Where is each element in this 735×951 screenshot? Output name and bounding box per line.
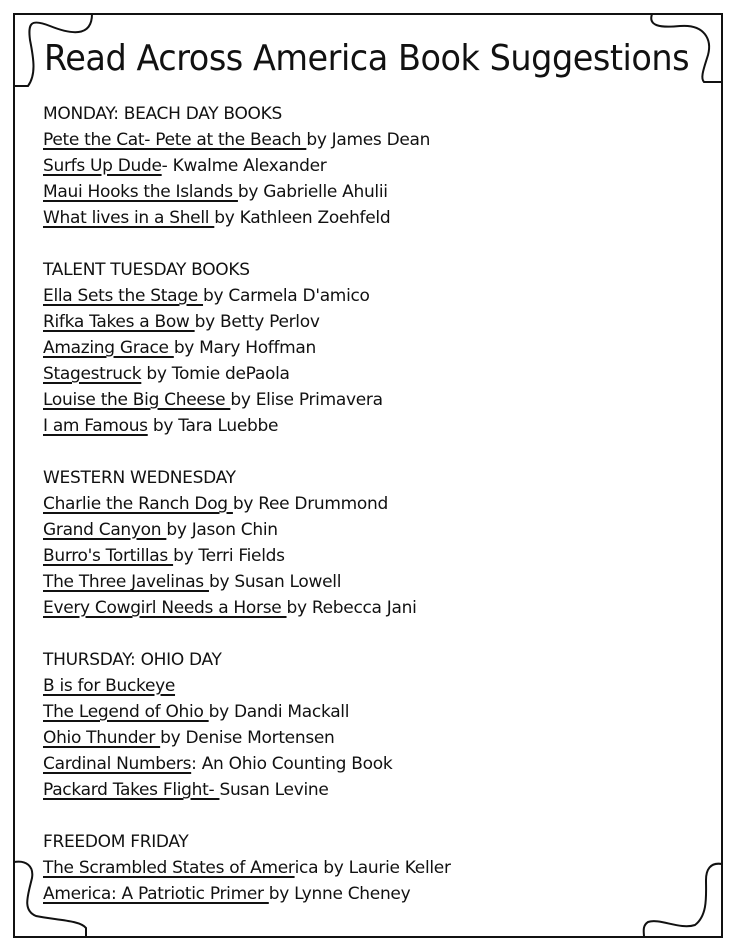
list-item: [43, 777, 683, 803]
book-author: by Kathleen Zoehfeld: [214, 208, 391, 228]
section-heading: MONDAY: BEACH DAY BOOKS: [43, 104, 282, 124]
section-heading: WESTERN WEDNESDAY: [43, 468, 236, 488]
list-item: [43, 491, 683, 517]
book-author: by Rebecca Jani: [286, 598, 417, 618]
list-item: [43, 595, 683, 621]
book-author: : An Ohio Counting Book: [191, 754, 393, 774]
list-item: [43, 283, 683, 309]
list-item: [43, 361, 683, 387]
book-title: Rifka Takes a Bow: [43, 312, 195, 332]
list-item: [43, 387, 683, 413]
page-title: Read Across America Book Suggestions: [44, 38, 690, 79]
book-author: by Mary Hoffman: [173, 338, 317, 358]
book-author: Susan Levine: [219, 780, 329, 800]
book-list: [43, 101, 683, 933]
book-title: I am Famous: [43, 416, 148, 436]
book-author: by Dandi Mackall: [208, 702, 350, 722]
book-title: Stagestruck: [43, 364, 142, 384]
book-author: by James Dean: [306, 130, 431, 150]
section-heading: FREEDOM FRIDAY: [43, 832, 189, 852]
list-item: [43, 335, 683, 361]
book-title: Every Cowgirl Needs a Horse: [43, 598, 287, 618]
list-item: [43, 855, 683, 881]
list-item: [43, 673, 683, 699]
list-item: [43, 881, 683, 907]
book-title: Grand Canyon: [43, 520, 167, 540]
list-item: [43, 153, 683, 179]
book-title: What lives in a Shell: [43, 208, 215, 228]
book-author: by Jason Chin: [166, 520, 278, 540]
book-author: by Terri Fields: [173, 546, 285, 566]
book-title: Ella Sets the Stage: [43, 286, 204, 306]
book-title: Packard Takes Flight-: [43, 780, 220, 800]
book-author: - Kwalme Alexander: [161, 156, 327, 176]
list-item: [43, 517, 683, 543]
list-item: [43, 569, 683, 595]
book-title: Burro's Tortillas: [43, 546, 174, 566]
book-title: Ohio Thunder: [43, 728, 161, 748]
list-item: [43, 751, 683, 777]
book-title: The Three Javelinas: [43, 572, 209, 592]
book-author: by Susan Lowell: [208, 572, 342, 592]
list-item: [43, 205, 683, 231]
list-item: [43, 725, 683, 751]
book-title: Charlie the Ranch Dog: [43, 494, 233, 514]
list-item: [43, 543, 683, 569]
section-friday: [43, 829, 683, 907]
book-author: ica by Laurie Keller: [294, 858, 451, 878]
book-title: Louise the Big Cheese: [43, 390, 231, 410]
list-item: [43, 127, 683, 153]
section-thursday: [43, 647, 683, 803]
book-title: Amazing Grace: [43, 338, 174, 358]
book-title: America: A Patriotic Primer: [43, 884, 269, 904]
book-title: B is for Buckeye: [43, 676, 176, 696]
section-wednesday: [43, 465, 683, 621]
list-item: [43, 309, 683, 335]
book-author: by Ree Drummond: [232, 494, 388, 514]
section-heading: TALENT TUESDAY BOOKS: [43, 260, 250, 280]
book-author: by Elise Primavera: [230, 390, 383, 410]
book-author: by Lynne Cheney: [268, 884, 411, 904]
book-author: by Betty Perlov: [194, 312, 320, 332]
list-item: [43, 413, 683, 439]
book-author: by Tara Luebbe: [147, 416, 279, 436]
book-title: Surfs Up Dude: [43, 156, 162, 176]
book-author: by Tomie dePaola: [141, 364, 290, 384]
list-item: [43, 179, 683, 205]
book-title: Pete the Cat- Pete at the Beach: [43, 130, 307, 150]
book-author: by Denise Mortensen: [160, 728, 335, 748]
book-title: The Legend of Ohio: [43, 702, 209, 722]
book-title: Cardinal Numbers: [43, 754, 192, 774]
section-monday: [43, 101, 683, 231]
book-title: Maui Hooks the Islands: [43, 182, 238, 202]
section-tuesday: [43, 257, 683, 439]
section-heading: THURSDAY: OHIO DAY: [43, 650, 222, 670]
book-author: by Carmela D'amico: [203, 286, 370, 306]
book-author: by Gabrielle Ahulii: [237, 182, 388, 202]
list-item: [43, 699, 683, 725]
book-title: The Scrambled States of Amer: [43, 858, 295, 878]
